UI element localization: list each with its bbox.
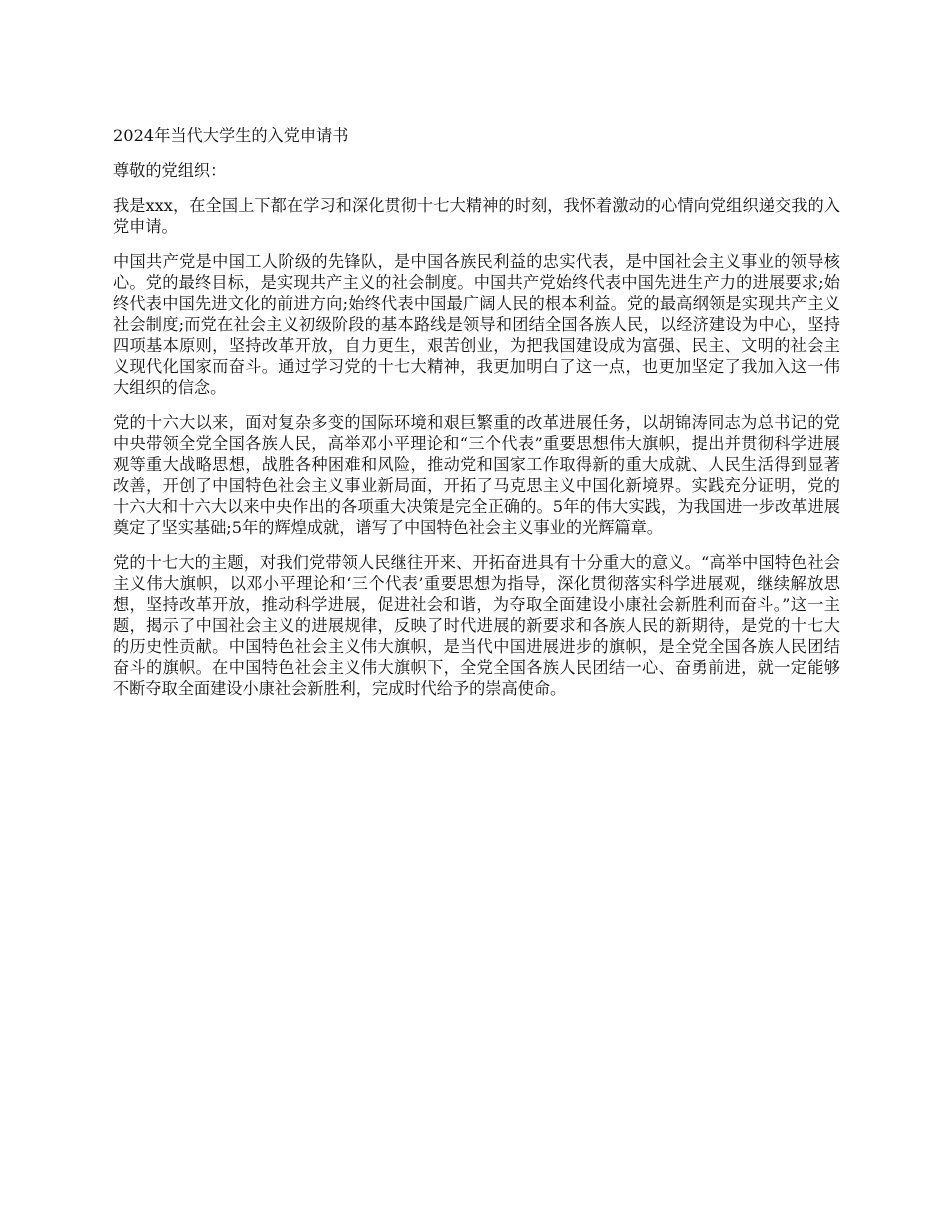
- paragraph-party-nature: 中国共产党是中国工人阶级的先锋队，是中国各族民利益的忠实代表，是中国社会主义事业的领导核心。党的最终目标，是实现共产主义的社会制度。中国共产党始终代表中国先进生产力的进展要求;始终代表中国先进文化的前进方向;始终代表中国最广阔人民的根本利益。党的最高纲领是实现共产主义社会制度;而党在社会主义初级阶段的基本路线是领导和团结全国各族人民，以经济建设为中心，坚持四项基本原则，坚持改革开放，自力更生，艰苦创业，为把我国建设成为富强、民主、文明的社会主义现代化国家而奋斗。通过学习党的十七大精神，我更加明白了这一点，也更加坚定了我加入这一伟大组织的信念。: [113, 252, 840, 397]
- document-title: 2024年当代大学生的入党申请书: [113, 126, 349, 145]
- paragraph-seventeenth-congress: 党的十七大的主题，对我们党带领人民继往开来、开拓奋进具有十分重大的意义。“高举中国特色社会主义伟大旗帜，以邓小平理论和‘三个代表’重要思想为指导，深化贯彻落实科学进展观，继续解放思想，坚持改革开放，推动科学进展，促进社会和谐，为夺取全面建设小康社会新胜利而奋斗。”这一主题，揭示了中国社会主义的进展规律，反映了时代进展的新要求和各族人民的新期待，是党的十七大的历史性贡献。中国特色社会主义伟大旗帜，是当代中国进展进步的旗帜，是全党全国各族人民团结奋斗的旗帜。在中国特色社会主义伟大旗帜下，全党全国各族人民团结一心、奋勇前进，就一定能够不断夺取全面建设小康社会新胜利，完成时代给予的崇高使命。: [113, 553, 840, 698]
- paragraph-intro: 我是xxx，在全国上下都在学习和深化贯彻十七大精神的时刻，我怀着激动的心情向党组织递交我的入党申请。: [113, 196, 840, 236]
- salutation: 尊敬的党组织：: [113, 161, 227, 180]
- paragraph-sixteenth-congress: 党的十六大以来，面对复杂多变的国际环境和艰巨繁重的改革进展任务，以胡锦涛同志为总书记的党中央带领全党全国各族人民，高举邓小平理论和“三个代表”重要思想伟大旗帜，提出并贯彻科学进展观等重大战略思想，战胜各种困难和风险，推动党和国家工作取得新的重大成就、人民生活得到显著改善，开创了中国特色社会主义事业新局面，开拓了马克思主义中国化新境界。实践充分证明，党的十六大和十六大以来中央作出的各项重大决策是完全正确的。5年的伟大实践，为我国进一步改革进展奠定了坚实基础;5年的辉煌成就，谱写了中国特色社会主义事业的光辉篇章。: [113, 413, 840, 537]
